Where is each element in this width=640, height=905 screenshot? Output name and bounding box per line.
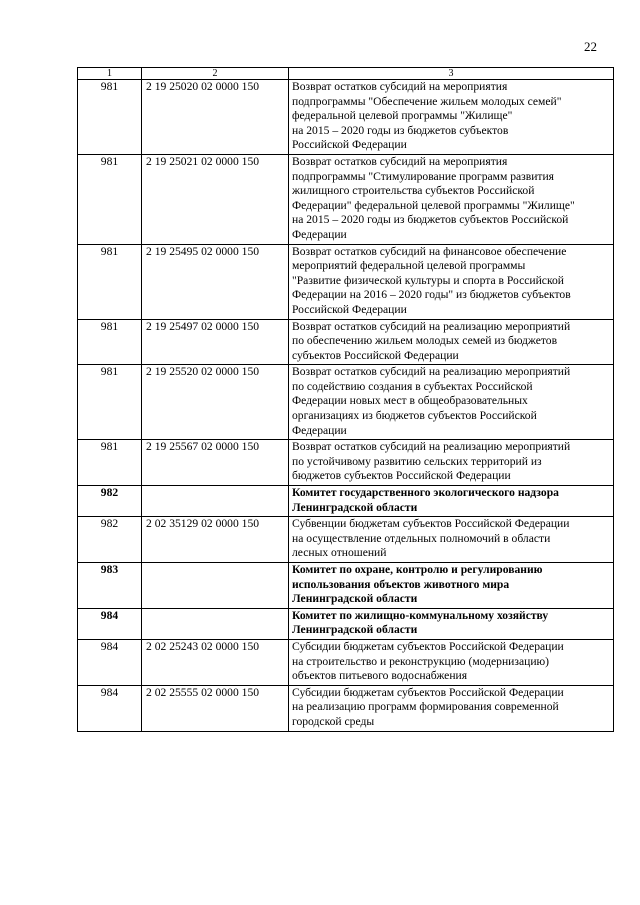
description-line: "Развитие физической культуры и спорта в Российской	[292, 273, 564, 287]
page-number: 22	[584, 39, 597, 54]
description-line: Ленинградской области	[292, 623, 418, 637]
table-row	[78, 80, 614, 155]
description-cell	[289, 440, 614, 486]
description-line: Возврат остатков субсидий на мероприятия	[292, 154, 508, 168]
description-line: Федерации	[292, 227, 347, 241]
description-line: Российской Федерации	[292, 302, 407, 316]
description-cell	[289, 563, 614, 609]
description-line: подпрограммы "Обеспечение жильем молодых семей"	[292, 94, 562, 108]
admin-code-cell: 982	[78, 517, 142, 563]
table-row	[78, 440, 614, 486]
budget-codes-table	[77, 67, 614, 732]
description-line: бюджетов субъектов Российской Федерации	[292, 469, 511, 483]
budget-code-cell: 2 19 25495 02 0000 150	[142, 244, 289, 319]
description-line: на реализацию программ формирования современной	[292, 700, 559, 714]
header-col-2: 2	[142, 68, 289, 80]
budget-code-cell: 2 02 25243 02 0000 150	[142, 639, 289, 685]
description-line: Возврат остатков субсидий на финансовое обеспечение	[292, 244, 567, 258]
description-line: по содействию создания в субъектах Российской	[292, 379, 533, 393]
table-row	[78, 365, 614, 440]
admin-code-cell: 981	[78, 365, 142, 440]
description-line: Возврат остатков субсидий на реализацию мероприятий	[292, 319, 571, 333]
table-row	[78, 639, 614, 685]
description-line: Субсидии бюджетам субъектов Российской Федерации	[292, 685, 564, 699]
budget-code-cell: 2 19 25520 02 0000 150	[142, 365, 289, 440]
description-cell	[289, 486, 614, 517]
description-line: подпрограммы "Стимулирование программ развития	[292, 169, 555, 183]
budget-code-cell	[142, 486, 289, 517]
description-cell	[289, 608, 614, 639]
description-line: лесных отношений	[292, 546, 387, 560]
admin-code-cell: 984	[78, 608, 142, 639]
description-line: Комитет по жилищно-коммунальному хозяйству	[292, 608, 549, 622]
description-line: Субвенции бюджетам субъектов Российской Федерации	[292, 517, 570, 531]
description-line: на 2015 – 2020 годы из бюджетов субъектов Российской	[292, 213, 569, 227]
description-line: Субсидии бюджетам субъектов Российской Федерации	[292, 639, 564, 653]
budget-code-cell: 2 02 35129 02 0000 150	[142, 517, 289, 563]
admin-code-cell: 982	[78, 486, 142, 517]
description-line: Ленинградской области	[292, 592, 418, 606]
description-line: жилищного строительства субъектов Российской	[292, 184, 535, 198]
admin-code-cell: 981	[78, 440, 142, 486]
description-cell	[289, 685, 614, 731]
section-header-row	[78, 563, 614, 609]
table-row	[78, 244, 614, 319]
admin-code-cell: 981	[78, 319, 142, 365]
description-cell	[289, 319, 614, 365]
table-header-row	[78, 68, 614, 80]
description-line: субъектов Российской Федерации	[292, 348, 459, 362]
description-line: на 2015 – 2020 годы из бюджетов субъектов	[292, 123, 509, 137]
description-line: по обеспечению жильем молодых семей из бюджетов	[292, 334, 558, 348]
description-line: Возврат остатков субсидий на реализацию мероприятий	[292, 365, 571, 379]
description-line: объектов питьевого водоснабжения	[292, 669, 468, 683]
description-line: на осуществление отдельных полномочий в области	[292, 531, 551, 545]
header-col-1: 1	[78, 68, 142, 80]
admin-code-cell: 981	[78, 154, 142, 244]
table-row	[78, 685, 614, 731]
description-line: Федерации" федеральной целевой программы "Жилище"	[292, 198, 575, 212]
admin-code-cell: 984	[78, 685, 142, 731]
table-body	[78, 68, 614, 732]
admin-code-cell: 981	[78, 80, 142, 155]
description-cell	[289, 244, 614, 319]
description-line: федеральной целевой программы "Жилище"	[292, 109, 513, 123]
budget-code-cell: 2 19 25497 02 0000 150	[142, 319, 289, 365]
description-line: Российской Федерации	[292, 138, 407, 152]
description-cell	[289, 517, 614, 563]
section-header-row	[78, 608, 614, 639]
description-line: городской среды	[292, 714, 375, 728]
section-header-row	[78, 486, 614, 517]
description-line: Возврат остатков субсидий на реализацию мероприятий	[292, 440, 571, 454]
description-line: Федерации на 2016 – 2020 годы" из бюджетов субъектов	[292, 288, 571, 302]
budget-code-cell	[142, 608, 289, 639]
description-line: Комитет по охране, контролю и регулированию	[292, 563, 543, 576]
description-line: по устойчивому развитию сельских территорий из	[292, 454, 542, 468]
table-row	[78, 319, 614, 365]
description-line: Федерации	[292, 423, 347, 437]
description-line: Федерации новых мест в общеобразовательных	[292, 394, 528, 408]
admin-code-cell: 983	[78, 563, 142, 609]
description-cell	[289, 154, 614, 244]
description-cell	[289, 639, 614, 685]
table-row	[78, 517, 614, 563]
description-line: Возврат остатков субсидий на мероприятия	[292, 80, 508, 93]
admin-code-cell: 984	[78, 639, 142, 685]
header-col-3: 3	[289, 68, 614, 80]
budget-code-cell: 2 19 25021 02 0000 150	[142, 154, 289, 244]
admin-code-cell: 981	[78, 244, 142, 319]
description-line: Комитет государственного экологического надзора	[292, 486, 559, 500]
description-line: организациях из бюджетов субъектов Российской	[292, 409, 537, 423]
description-line: мероприятий федеральной целевой программы	[292, 259, 526, 273]
budget-code-cell: 2 02 25555 02 0000 150	[142, 685, 289, 731]
budget-code-cell: 2 19 25020 02 0000 150	[142, 80, 289, 155]
description-cell	[289, 365, 614, 440]
description-line: использования объектов животного мира	[292, 577, 510, 591]
budget-code-cell: 2 19 25567 02 0000 150	[142, 440, 289, 486]
description-line: Ленинградской области	[292, 500, 418, 514]
description-cell	[289, 80, 614, 155]
description-line: на строительство и реконструкцию (модернизацию)	[292, 654, 550, 668]
table-row	[78, 154, 614, 244]
budget-code-cell	[142, 563, 289, 609]
